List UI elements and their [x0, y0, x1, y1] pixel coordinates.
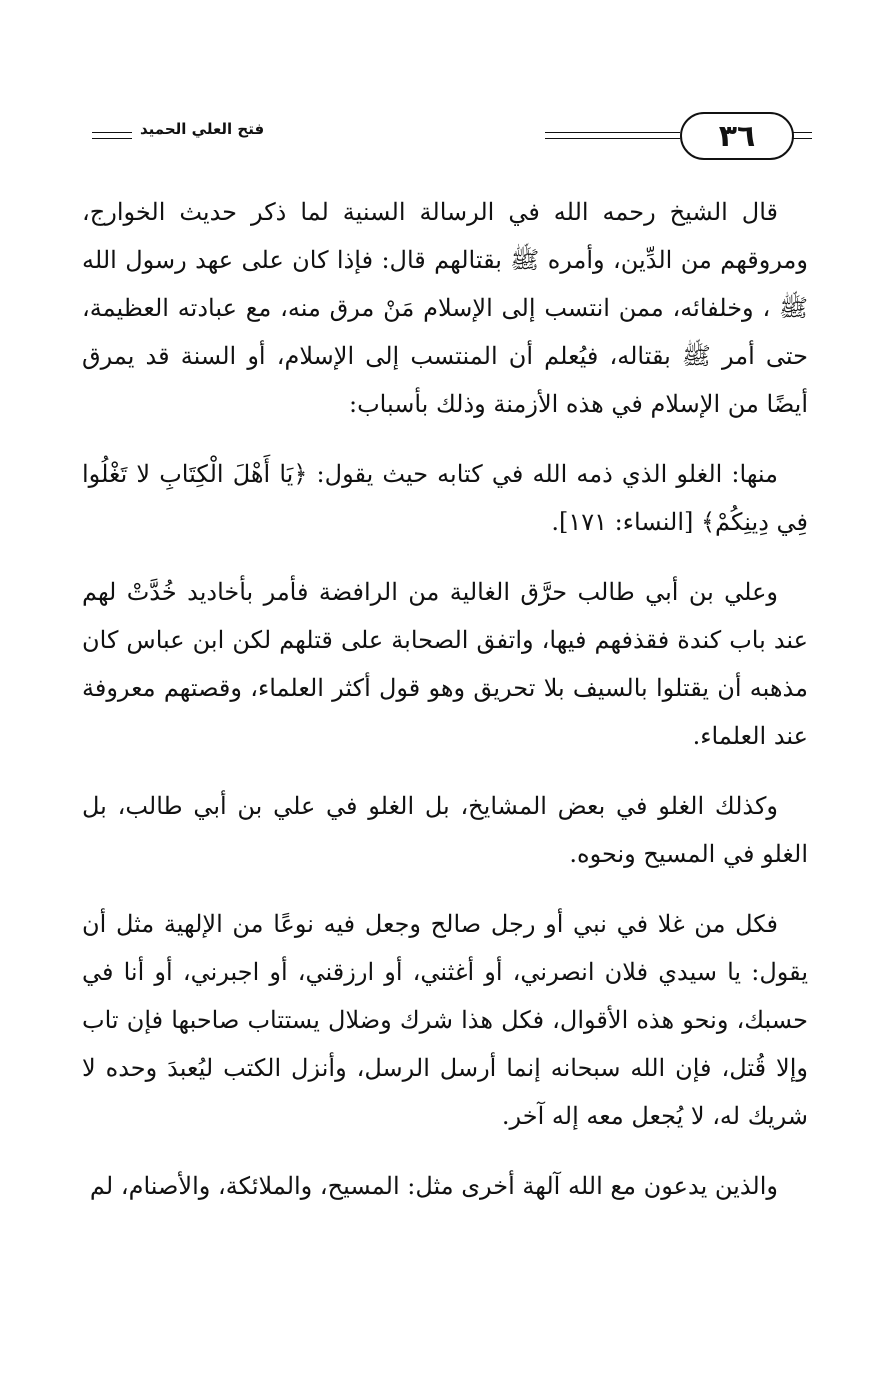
paragraph: فكل من غلا في نبي أو رجل صالح وجعل فيه نوعًا من الإلهية مثل أن يقول: يا سيدي فلان انصرني، أو أغثني، أو ارزقني، أو اجبرني، أو أنا في حسبك، ونحو هذه الأقوال، فكل هذا شرك وضلال يستتاب صاحبها فإن تاب وإلا قُتل، فإن الله سبحانه إنما أرسل الرسل، وأنزل الكتب ليُعبدَ وحده لا شريك له، لا يُجعل معه إله آخر.	[82, 910, 809, 1130]
page-body	[82, 188, 808, 1232]
page-header	[80, 110, 810, 160]
paragraph: قال الشيخ رحمه الله في الرسالة السنية لما ذكر حديث الخوارج، ومروقهم من الدِّين، وأمره ﷺ بقتالهم قال: فإذا كان على عهد رسول الله ﷺ ، وخلفائه، ممن انتسب إلى الإسلام مَنْ مرق منه، مع عبادته العظيمة، حتى أمر ﷺ بقتاله، فيُعلم أن المنتسب إلى الإسلام، أو السنة قد يمرق أيضًا من الإسلام في هذه الأزمنة وذلك بأسباب:	[82, 198, 808, 418]
paragraph: والذين يدعون مع الله آلهة أخرى مثل: المسيح، والملائكة، والأصنام، لم	[89, 1172, 778, 1200]
paragraph: وعلي بن أبي طالب حرَّق الغالية من الرافضة فأمر بأخاديد خُدَّتْ لهم عند باب كندة فقذفهم فيها، واتفق الصحابة على قتلهم لكن ابن عباس كان مذهبه أن يقتلوا بالسيف بلا تحريق وهو قول أكثر العلماء، وقصتهم معروفة عند العلماء.	[82, 578, 808, 750]
header-rule-tail	[792, 132, 812, 139]
page-number: ٣٦	[680, 112, 794, 160]
book-title: فتح العلي الحميد	[140, 120, 265, 138]
header-rule-left	[92, 132, 132, 139]
header-rule	[545, 132, 680, 139]
paragraph: وكذلك الغلو في بعض المشايخ، بل الغلو في علي بن أبي طالب، بل الغلو في المسيح ونحوه.	[82, 792, 808, 868]
paragraph: منها: الغلو الذي ذمه الله في كتابه حيث يقول: ﴿يَا أَهْلَ الْكِتَابِ لا تَغْلُوا فِي دِينِكُمْ﴾ [النساء: ١٧١].	[82, 460, 808, 536]
